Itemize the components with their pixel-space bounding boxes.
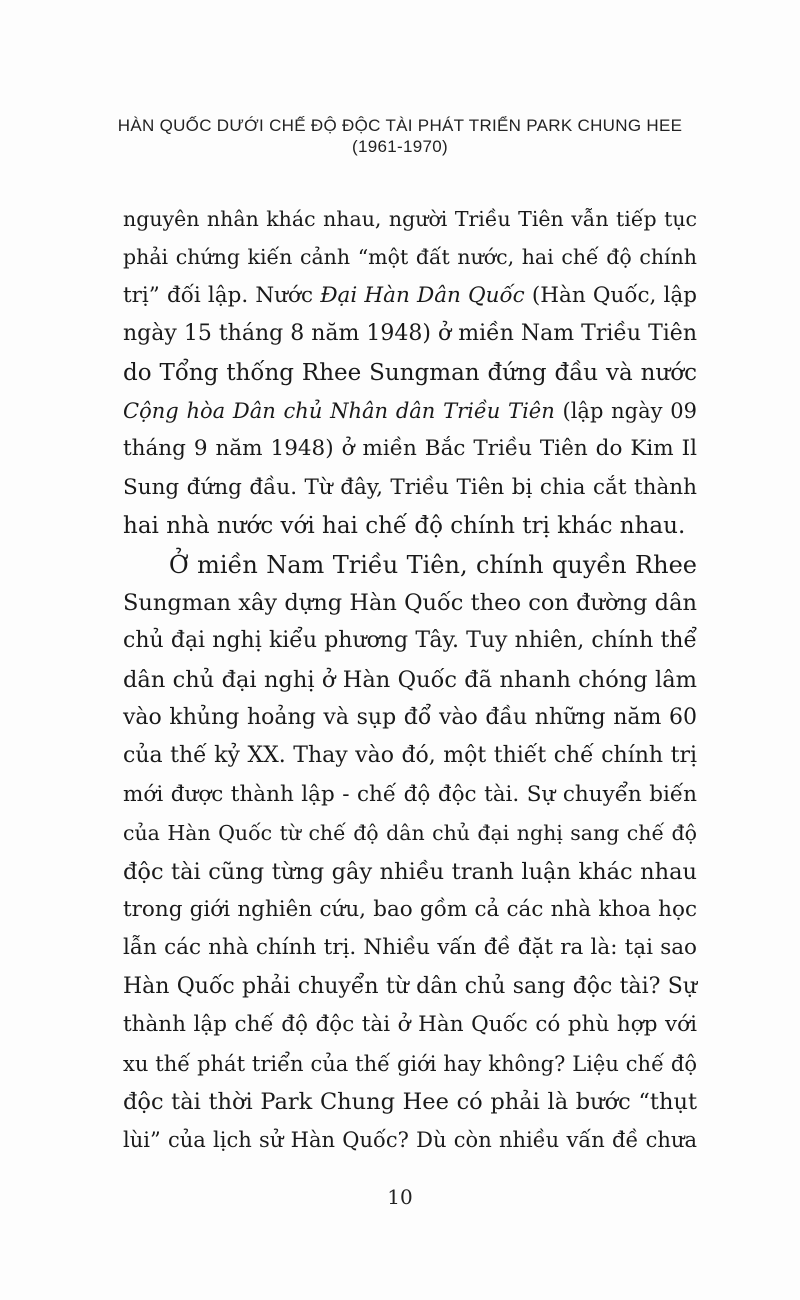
text-line: thành lập chế độ độc tài ở Hàn Quốc có phù hợp với	[123, 1012, 697, 1038]
text-line: do Tổng thống Rhee Sungman đứng đầu và nước	[123, 359, 697, 386]
page-number: 10	[387, 1185, 413, 1209]
italic-name: Đại Hàn Dân Quốc	[320, 282, 525, 308]
text-line: lùi” của lịch sử Hàn Quốc? Dù còn nhiều vấn đề chưa	[123, 1128, 697, 1153]
text-line	[123, 392, 697, 430]
running-head-years: (1961-1970)	[352, 137, 448, 156]
text-line: dân chủ đại nghị ở Hàn Quốc đã nhanh chóng lâm	[123, 666, 697, 693]
text-line: chủ đại nghị kiểu phương Tây. Tuy nhiên, chính thể	[123, 628, 697, 654]
text-fragment: trị” đối lập. Nước	[123, 282, 321, 308]
text-line: trong giới nghiên cứu, bao gồm cả các nhà khoa học	[123, 897, 697, 923]
text-line: Sung đứng đầu. Từ đây, Triều Tiên bị chia cắt thành	[123, 474, 697, 500]
text-line: Hàn Quốc phải chuyển từ dân chủ sang độc tài? Sự	[123, 973, 697, 999]
text-line: ngày 15 tháng 8 năm 1948) ở miền Nam Triều Tiên	[123, 321, 697, 347]
text-fragment: (Hàn Quốc, lập	[524, 282, 697, 308]
text-line: phải chứng kiến cảnh “một đất nước, hai chế độ chính	[123, 245, 697, 270]
text-line: vào khủng hoảng và sụp đổ vào đầu những năm 60	[123, 705, 697, 731]
text-line: lẫn các nhà chính trị. Nhiều vấn đề đặt ra là: tại sao	[123, 935, 697, 961]
text-line: nguyên nhân khác nhau, người Triều Tiên vẫn tiếp tục	[123, 207, 697, 231]
text-line: hai nhà nước với hai chế độ chính trị khác nhau.	[123, 513, 686, 540]
text-line: tháng 9 năm 1948) ở miền Bắc Triều Tiên do Kim Il	[123, 436, 697, 462]
text-line: Sungman xây dựng Hàn Quốc theo con đường dân	[123, 589, 697, 616]
text-fragment: (lập ngày 09	[554, 398, 697, 423]
text-line: mới được thành lập - chế độ độc tài. Sự chuyển biến	[123, 781, 697, 807]
text-line: độc tài thời Park Chung Hee có phải là bước “thụt	[123, 1088, 697, 1115]
text-line: xu thế phát triển của thế giới hay không? Liệu chế độ	[123, 1051, 697, 1076]
text-line: của Hàn Quốc từ chế độ dân chủ đại nghị sang chế độ	[123, 821, 697, 846]
text-line	[123, 277, 697, 315]
text-line: của thế kỷ XX. Thay vào đó, một thiết chế chính trị	[123, 743, 697, 769]
running-head-title: HÀN QUỐC DƯỚI CHẾ ĐỘ ĐỘC TÀI PHÁT TRIỂN PARK CHUNG HEE	[117, 116, 683, 135]
body-text	[123, 200, 697, 1160]
text-line: Ở miền Nam Triều Tiên, chính quyền Rhee	[169, 550, 697, 579]
text-line: độc tài cũng từng gây nhiều tranh luận khác nhau	[123, 858, 697, 885]
italic-name: Cộng hòa Dân chủ Nhân dân Triều Tiên	[123, 398, 555, 423]
